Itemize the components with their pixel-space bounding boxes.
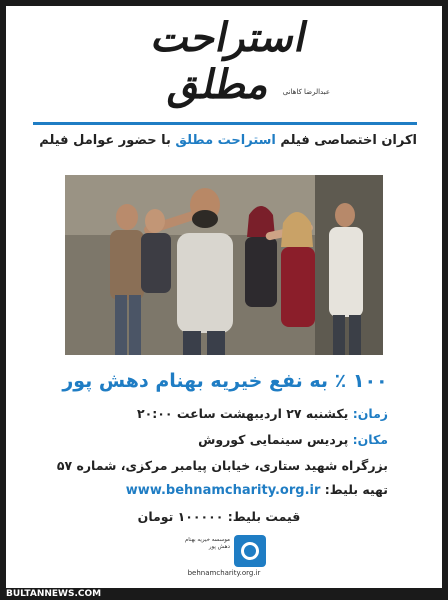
charity-logo-url: behnamcharity.org.ir — [187, 569, 261, 577]
film-still-photo — [65, 175, 383, 355]
watermark-text: BULTANNEWS.COM — [6, 589, 102, 599]
frame-left — [0, 0, 6, 600]
screening-prefix: اکران اختصاصی فیلم — [280, 133, 417, 148]
screening-suffix: با حضور عوامل فیلم — [39, 133, 171, 148]
charity-logo — [182, 533, 266, 581]
screening-film-name: استراحت مطلق — [175, 133, 276, 148]
time-value: یکشنبه ۲۷ اردیبهشت ساعت ۲۰:۰۰ — [137, 406, 349, 421]
header-divider — [33, 122, 417, 125]
ticket-website-link[interactable]: www.behnamcharity.org.ir — [125, 483, 321, 498]
frame-top — [0, 0, 448, 6]
ticket-label: تهیه بلیط: — [324, 482, 388, 497]
event-place-line — [50, 432, 388, 447]
charity-logo-icon — [234, 535, 266, 567]
film-logo — [110, 10, 340, 108]
place-value: پردیس سینمایی کوروش — [198, 432, 349, 447]
ticket-line — [40, 482, 388, 498]
event-address: بزرگراه شهید ستاری، خیابان پیامبر مرکزی، شماره ۵۷ — [56, 458, 388, 473]
place-label: مکان: — [352, 432, 388, 447]
film-still-illustration — [65, 175, 383, 355]
screening-line — [33, 133, 417, 148]
charity-headline: ۱۰۰ ٪ به نفع خیریه بهنام دهش پور — [62, 370, 388, 392]
charity-logo-text: موسسه خیریه بهنام دهش پور — [184, 537, 230, 550]
frame-right — [442, 0, 448, 600]
film-director: عبدالرضا کاهانی — [282, 88, 330, 96]
time-label: زمان: — [352, 406, 388, 421]
event-time-line — [50, 406, 388, 421]
ticket-price: قیمت بلیط: ۱۰۰۰۰۰ تومان — [137, 509, 301, 524]
film-logo-title: استراحت مطلق — [148, 14, 312, 108]
